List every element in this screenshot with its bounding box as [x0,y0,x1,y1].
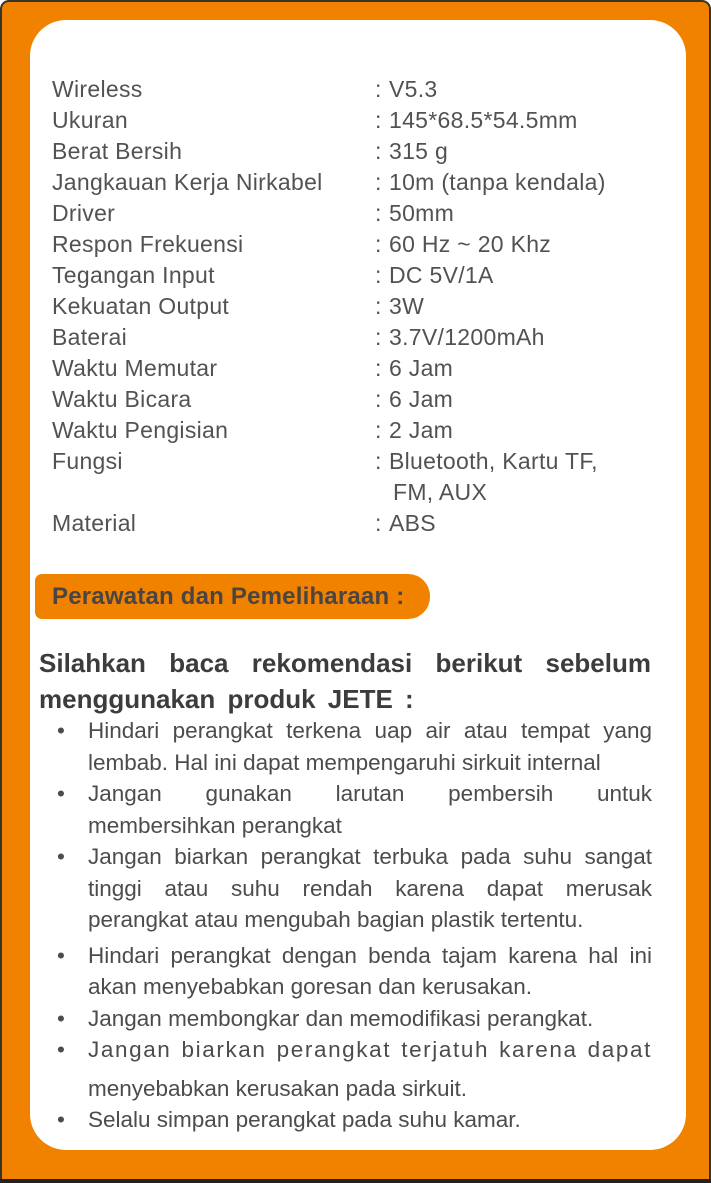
spec-colon: : [375,386,382,412]
spec-row [52,167,670,198]
spec-colon: : [375,76,382,102]
spec-value: 3.7V/1200mAh [389,324,545,350]
spec-label: Jangkauan Kerja Nirkabel [52,169,323,195]
care-list-item [54,940,652,1003]
spec-label: Fungsi [52,448,123,474]
care-list-item [54,1034,652,1104]
spec-row [52,508,670,539]
spec-value: V5.3 [389,76,438,102]
spec-colon: : [375,417,382,443]
spec-list [52,74,670,539]
spec-label: Material [52,510,137,536]
spec-row [52,384,670,415]
spec-colon: : [375,510,382,536]
bullet-icon: • [57,942,65,968]
care-item-text: Jangan biarkan perangkat terjatuh karena dapat menyebabkan kerusakan pada sirkuit. [88,1037,652,1101]
spec-row [52,291,670,322]
spec-row [52,353,670,384]
spec-value: DC 5V/1A [389,262,494,288]
bullet-icon: • [57,718,65,743]
spec-row [52,260,670,291]
spec-value: 10m (tanpa kendala) [389,169,606,195]
spec-label: Ukuran [52,107,128,133]
spec-row [52,198,670,229]
content-card [30,20,686,1150]
care-list [54,715,652,1136]
spec-colon: : [375,448,382,474]
spec-label: Tegangan Input [52,262,215,288]
spec-row [52,229,670,260]
care-list-item [54,715,652,778]
care-item-text: Hindari perangkat dengan benda tajam karena hal ini akan menyebabkan goresan dan kerusakan. [88,942,652,999]
spec-label: Waktu Memutar [52,355,218,381]
spec-row [52,105,670,136]
care-item-text: Hindari perangkat terkena uap air atau tempat yang lembab. Hal ini dapat mempengaruhi sirkuit internal [88,718,652,775]
spec-colon: : [375,324,382,350]
care-item-text: Jangan biarkan perangkat terbuka pada suhu sangat tinggi atau suhu rendah karena dapat merusak perangkat atau mengubah bagian plastik tertentu. [88,844,652,932]
bullet-icon: • [57,1005,65,1031]
spec-value: 50mm [389,200,455,226]
bullet-icon: • [57,1037,65,1062]
care-item-text: Jangan gunakan larutan pembersih untuk membersihkan perangkat [88,781,652,838]
spec-row [52,136,670,167]
spec-label: Baterai [52,324,127,350]
care-heading: Silahkan baca rekomendasi berikut sebelum menggunakan produk JETE : [39,648,651,714]
spec-label: Waktu Pengisian [52,417,229,443]
spec-value: 3W [389,293,425,319]
spec-label: Driver [52,200,116,226]
spec-colon: : [375,200,382,226]
spec-value: ABS [389,510,436,536]
spec-value: 315 g [389,138,449,164]
care-list-item [54,778,652,841]
spec-value: 2 Jam [389,417,454,443]
spec-label: Kekuatan Output [52,293,230,319]
spec-colon: : [375,293,382,319]
spec-label: Respon Frekuensi [52,231,244,257]
care-list-item [54,1104,652,1136]
spec-row [52,74,670,105]
spec-value: 6 Jam [389,355,454,381]
spec-label: Waktu Bicara [52,386,192,412]
bullet-icon: • [57,844,65,869]
page-bottom-divider [0,1179,711,1183]
spec-colon: : [375,262,382,288]
spec-value: Bluetooth, Kartu TF, FM, AUX [389,448,598,505]
spec-row [52,415,670,446]
spec-row [52,322,670,353]
care-list-item [54,1003,652,1035]
spec-row [52,446,670,508]
care-item-text: Selalu simpan perangkat pada suhu kamar. [88,1107,521,1132]
spec-colon: : [375,231,382,257]
bullet-icon: • [57,1107,65,1132]
spec-value: 6 Jam [389,386,454,412]
spec-colon: : [375,138,382,164]
care-section-badge: Perawatan dan Pemeliharaan : [35,574,430,619]
spec-value: 145*68.5*54.5mm [389,107,578,133]
spec-colon: : [375,107,382,133]
spec-value: 60 Hz ~ 20 Khz [389,231,552,257]
spec-label: Berat Bersih [52,138,183,164]
spec-colon: : [375,355,382,381]
care-list-item [54,841,652,936]
care-item-text: Jangan membongkar dan memodifikasi perangkat. [88,1005,594,1031]
spec-colon: : [375,169,382,195]
bullet-icon: • [57,781,65,806]
spec-label: Wireless [52,76,143,102]
